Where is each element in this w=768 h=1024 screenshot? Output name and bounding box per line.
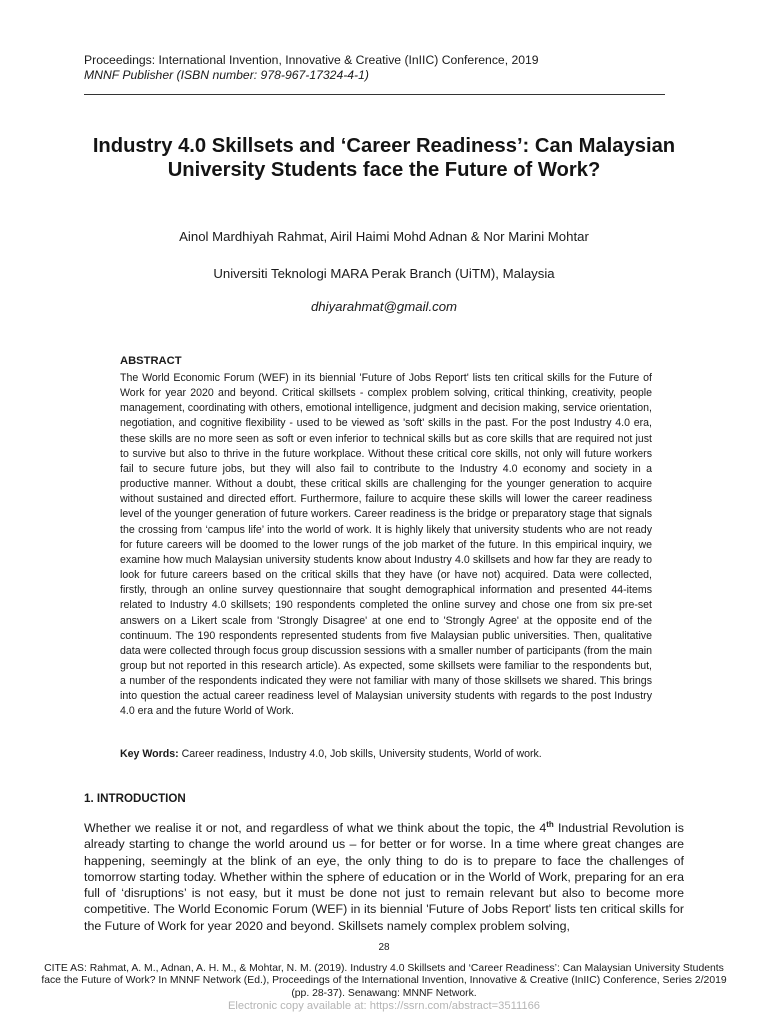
page-number: 28 (378, 942, 390, 953)
ssrn-watermark[interactable]: Electronic copy available at: https://ssrn.com/abstract=3511166 (227, 1000, 541, 1012)
proceedings-line: Proceedings: International Invention, Innovative & Creative (InIIC) Conference, 2019 (84, 53, 539, 67)
abstract-heading: ABSTRACT (120, 355, 182, 367)
keywords (120, 747, 660, 761)
author-affiliation: Universiti Teknologi MARA Perak Branch (UiTM), Malaysia (213, 266, 555, 281)
keywords-label: Key Words: (120, 748, 179, 760)
section-heading-introduction: 1. INTRODUCTION (84, 792, 186, 805)
keywords-text: Career readiness, Industry 4.0, Job skills, University students, World of work. (181, 748, 542, 760)
publisher-line: MNNF Publisher (ISBN number: 978-967-17324-4-1) (84, 68, 369, 82)
introduction-text (84, 820, 684, 934)
abstract-text: The World Economic Forum (WEF) in its biennial 'Future of Jobs Report' lists ten critical skills for the Future of Work for year 2020 and beyond. Critical skillsets - complex problem solving, critical thinking, creativity, people management, coordinating with others, emotional intelligence, judgment and decision making, service orientation, negotiation, and cognitive flexibility - used to be viewed as 'soft' skills in the past. For the post Industry 4.0 era, these skills are no more seen as soft or even inferior to technical skills but as core skills that are required not just to survive but also to thrive in the future workplace. Without these critical core skills, not only will future workers fail to secure future jobs, but they will also fail to contribute to the Industry 4.0 economy and society in a productive manner. Without a doubt, these critical skills are challenging for the younger generation to acquire without sustained and directed effort. Furthermore, failure to acquire these skills will lower the career readiness level of the younger generation of future workers. Career readiness is the bridge or preparatory stage that signals the crossing from ‘campus life’ into the world of work. It is highly likely that university students who are not ready for future careers will be doomed to the lower rungs of the job market of the future. In this empirical inquiry, we examine how much Malaysian university students know about Industry 4.0 skillsets and how far they are ready to look for future careers based on the critical skills that they have (or have not) acquired. Data were collected, firstly, through an online survey questionnaire that sought demographical information and presented 44-items related to Industry 4.0 skillsets; 190 respondents completed the online survey and chose one from six pre-set answers on a Likert scale from 'Strongly Disagree' at one end to 'Strongly Agree' at the opposite end of the continuum. The 190 respondents represented students from five Malaysian public universities. Then, qualitative data were collected through focus group discussion sessions with a smaller number of participants (from the main group but not reported in this research article). As expected, some skillsets were familiar to the respondents but, a number of the respondents indicated they were not familiar with many of those skillsets we shared. This brings into question the actual career readiness level of Malaysian university students with regards to the post Industry 4.0 era and the future World of Work. (120, 372, 652, 718)
citation-footer: CITE AS: Rahmat, A. M., Adnan, A. H. M., & Mohtar, N. M. (2019). Industry 4.0 Skillsets and ‘Career Readiness’: Can Malaysian University Students face the Future of Work? In MNNF Network (Ed.), Proceedings of the International Invention, Innovative & Creative (InIIC) Conference, Series 2/2019 (pp. 28-37). Senawang: MNNF Network. (41, 963, 727, 999)
paper-authors: Ainol Mardhiyah Rahmat, Airil Haimi Mohd Adnan & Nor Marini Mohtar (179, 229, 589, 244)
intro-text-start: Whether we realise it or not, and regardless of what we think about the topic, the 4 (84, 821, 547, 835)
intro-text-rest: Industrial Revolution is already starting to change the world around us – for better or for worse. In a time where great changes are happening, seemingly at the blink of an eye, the only thing to do is to prepare to face the challenges of tomorrow starting today. Whether within the sphere of education or in the World of Work, preparing for an era full of ‘disruptions’ is not easy, but it must be done not just to remain relevant but also to become more competitive. The World Economic Forum (WEF) in its biennial 'Future of Jobs Report' lists ten critical skills for the Future of Work for year 2020 and beyond. Skillsets namely complex problem solving, (84, 821, 684, 933)
ordinal-superscript: th (546, 819, 554, 829)
header-divider (84, 94, 665, 95)
running-header (84, 53, 666, 83)
paper-title: Industry 4.0 Skillsets and ‘Career Readiness’: Can Malaysian University Students face the Future of Work? (92, 135, 676, 181)
author-email[interactable]: dhiyarahmat@gmail.com (310, 299, 458, 314)
